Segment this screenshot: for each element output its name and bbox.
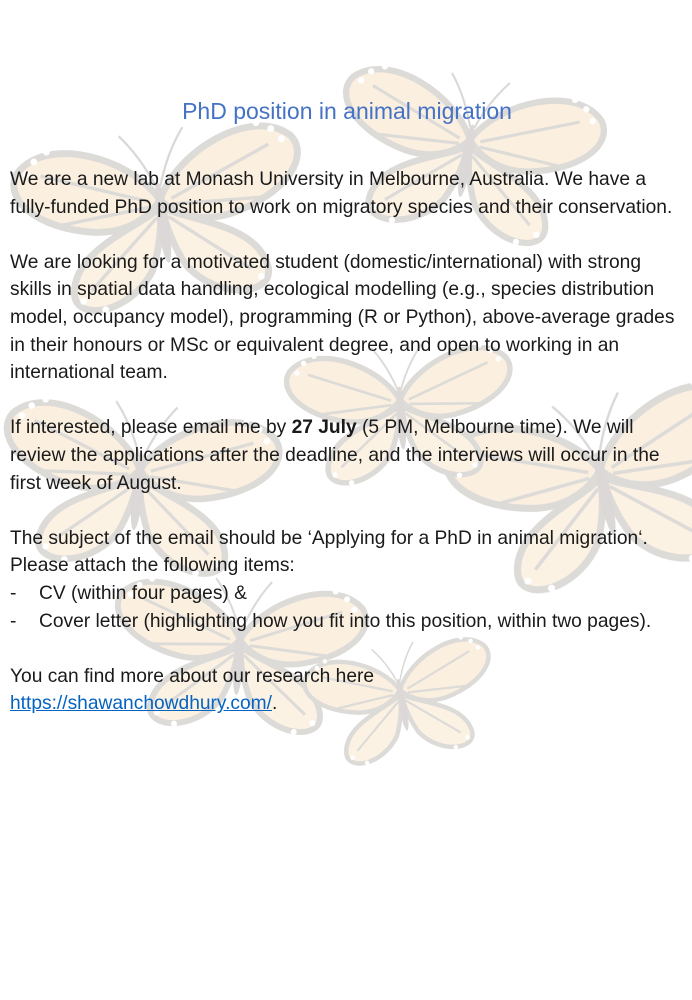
list-dash: - (10, 610, 17, 632)
deadline-date: 27 July (291, 417, 357, 439)
research-trailing-period: . (272, 693, 278, 715)
document-body (10, 96, 684, 745)
application-text-before: If interested, please email me by (10, 417, 292, 439)
application-text-after: (5 PM, Melbourne time). We will review the applications after the deadline, and the interviews will occur in the first week of August. (10, 417, 660, 494)
list-item-text: CV (within four pages) & (39, 582, 247, 604)
list-item (10, 580, 684, 608)
list-item (10, 608, 684, 636)
intro-paragraph: We are a new lab at Monash University in Melbourne, Australia. We have a fully-funded PhD position to work on migratory species and their conservation. (10, 169, 673, 218)
list-item-text: Cover letter (highlighting how you fit into this position, within two pages). (39, 610, 652, 632)
email-subject-paragraph: The subject of the email should be ‘Applying for a PhD in animal migration‘. Please attach the following items: (10, 527, 648, 577)
page-title: PhD position in animal migration (182, 98, 512, 124)
research-website-link[interactable]: https://shawanchowdhury.com/ (10, 693, 273, 715)
research-text: You can find more about our research here (10, 665, 375, 687)
research-paragraph (10, 663, 684, 718)
attachment-list (10, 580, 684, 635)
application-paragraph (10, 414, 684, 497)
requirements-paragraph: We are looking for a motivated student (domestic/international) with strong skills in spatial data handling, ecological modelling (e.g., species distribution model, occupancy model), programming (R or Python), above-average grades in their honours or MSc or equivalent degree, and open to working in an international team. (10, 251, 675, 384)
list-dash: - (10, 582, 17, 604)
